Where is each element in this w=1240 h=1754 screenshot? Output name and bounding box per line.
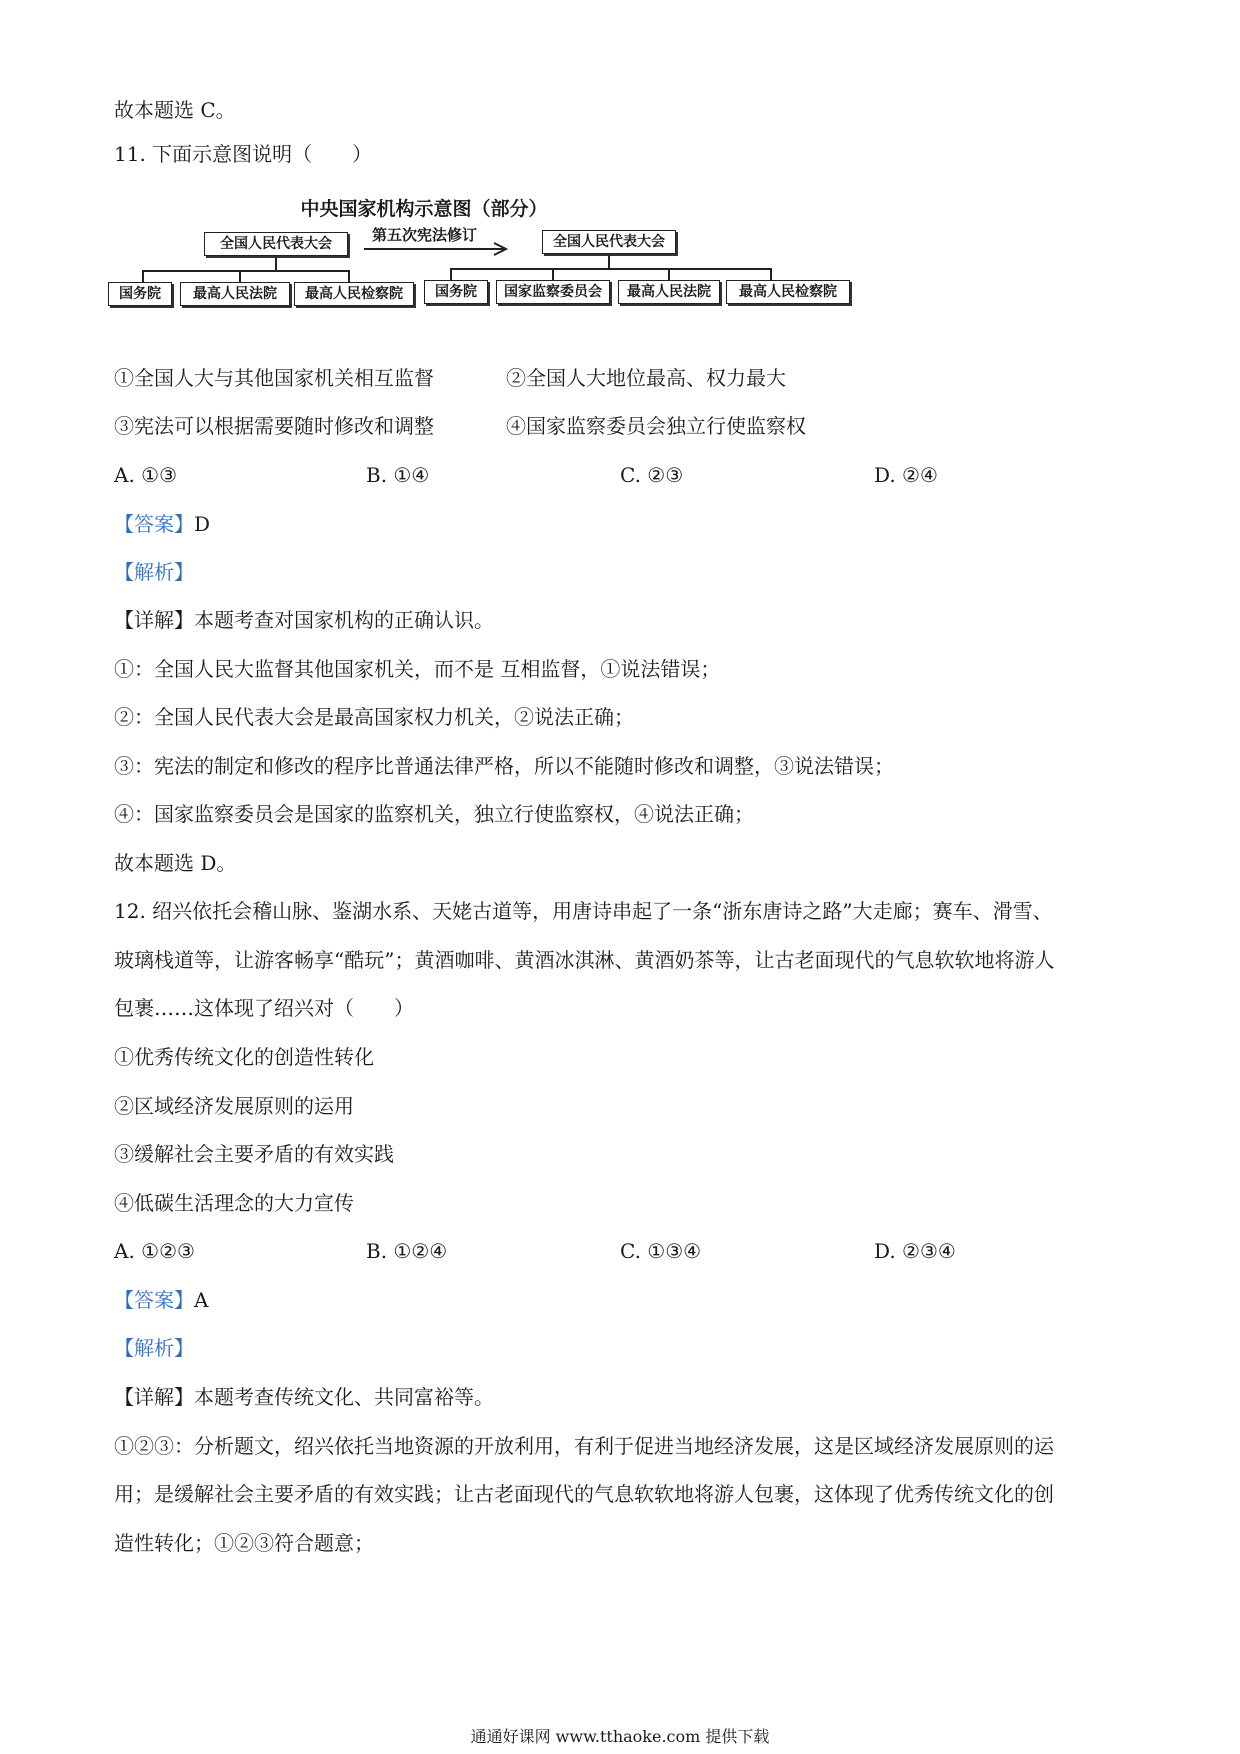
q12-explain-line: ①②③：分析题文，绍兴依托当地资源的开放利用，有利于促进当地经济发展，这是区域经济发展原则的运	[114, 1434, 1054, 1458]
left-connector-drop	[142, 270, 144, 282]
q12-stem-line: 玻璃栈道等，让游客畅享“酷玩”；黄酒咖啡、黄酒冰淇淋、黄酒奶茶等，让古老面现代的气息软软地将游人	[114, 948, 1055, 972]
answer-value: A	[194, 1288, 209, 1312]
q11-option-b: B. ①④	[366, 463, 430, 487]
q12-answer	[114, 1286, 1134, 1314]
left-child-box: 最高人民法院	[180, 282, 290, 306]
q12-analysis	[114, 1334, 1134, 1362]
q11-option-d: D. ②④	[874, 463, 938, 487]
q12-stem-line: 12. 绍兴依托会稽山脉、鉴湖水系、天姥古道等，用唐诗串起了一条“浙东唐诗之路”大走廊；赛车、滑雪、	[114, 899, 1053, 923]
q12-stem-line: 包裹……这体现了绍兴对（ ）	[114, 996, 414, 1020]
q11-conclusion: 故本题选 D。	[114, 851, 237, 875]
answer-tag: 【答案】	[114, 1288, 194, 1312]
q12-explain-line: 用；是缓解社会主要矛盾的有效实践；让古老面现代的气息软软地将游人包裹，这体现了优秀传统文化的创	[114, 1482, 1054, 1506]
right-npc-box: 全国人民代表大会	[542, 230, 676, 254]
q12-option-a: A. ①②③	[114, 1239, 195, 1263]
analysis-tag: 【解析】	[114, 560, 194, 584]
q11-explain-3: ③：宪法的制定和修改的程序比普通法律严格，所以不能随时修改和调整，③说法错误；	[114, 754, 894, 778]
q11-statement-1: ①全国人大与其他国家机关相互监督	[114, 366, 434, 390]
q11-analysis	[114, 558, 1134, 586]
left-connector-stem	[275, 257, 277, 271]
arrow-right-icon	[364, 242, 514, 256]
left-child-box: 国务院	[108, 282, 172, 306]
q11-explain-2: ②：全国人民代表大会是最高国家权力机关，②说法正确；	[114, 705, 634, 729]
detail-text: 本题考查传统文化、共同富裕等。	[194, 1385, 494, 1409]
q12-statement-3: ③缓解社会主要矛盾的有效实践	[114, 1142, 394, 1166]
diagram-title: 中央国家机构示意图（部分）	[300, 198, 548, 220]
q11-explain-4: ④：国家监察委员会是国家的监察机关，独立行使监察权，④说法正确；	[114, 802, 754, 826]
detail-tag: 【详解】	[114, 1385, 194, 1409]
left-connector-bar	[142, 270, 350, 272]
q12-detail	[114, 1383, 1134, 1411]
left-connector-drop	[239, 270, 241, 282]
q11-diagram	[114, 196, 974, 346]
q11-statement-4: ④国家监察委员会独立行使监察权	[506, 414, 806, 438]
left-npc-box: 全国人民代表大会	[204, 232, 348, 256]
answer-tag: 【答案】	[114, 512, 194, 536]
q12-statement-2: ②区域经济发展原则的运用	[114, 1094, 354, 1118]
q12-option-c: C. ①③④	[620, 1239, 702, 1263]
analysis-tag: 【解析】	[114, 1336, 194, 1360]
q11-statement-3: ③宪法可以根据需要随时修改和调整	[114, 414, 434, 438]
right-child-box: 国家监察委员会	[496, 280, 610, 304]
arrow-label: 第五次宪法修订	[372, 226, 478, 244]
detail-text: 本题考查对国家机构的正确认识。	[194, 608, 494, 632]
page-footer: 通通好课网 www.tthaoke.com 提供下载	[470, 1727, 770, 1746]
prev-conclusion: 故本题选 C。	[114, 98, 236, 122]
q12-statement-4: ④低碳生活理念的大力宣传	[114, 1191, 354, 1215]
q11-detail	[114, 606, 1134, 634]
right-child-box: 最高人民法院	[618, 280, 720, 304]
q11-option-a: A. ①③	[114, 463, 178, 487]
q12-option-b: B. ①②④	[366, 1239, 448, 1263]
q12-statement-1: ①优秀传统文化的创造性转化	[114, 1045, 374, 1069]
q11-explain-1: ①：全国人民大监督其他国家机关，而不是 互相监督，①说法错误；	[114, 657, 721, 681]
right-child-box: 最高人民检察院	[726, 280, 850, 304]
left-connector-drop	[348, 270, 350, 282]
q11-option-c: C. ②③	[620, 463, 684, 487]
q11-stem: 11. 下面示意图说明（ ）	[114, 142, 373, 166]
q12-option-d: D. ②③④	[874, 1239, 956, 1263]
right-child-box: 国务院	[424, 280, 488, 304]
left-child-box: 最高人民检察院	[294, 282, 414, 306]
answer-value: D	[194, 512, 211, 536]
detail-tag: 【详解】	[114, 608, 194, 632]
q11-answer	[114, 510, 1134, 538]
q11-statement-2: ②全国人大地位最高、权力最大	[506, 366, 786, 390]
q12-explain-line: 造性转化；①②③符合题意；	[114, 1531, 374, 1555]
right-connector-stem	[608, 255, 610, 269]
right-connector-bar	[450, 268, 772, 270]
